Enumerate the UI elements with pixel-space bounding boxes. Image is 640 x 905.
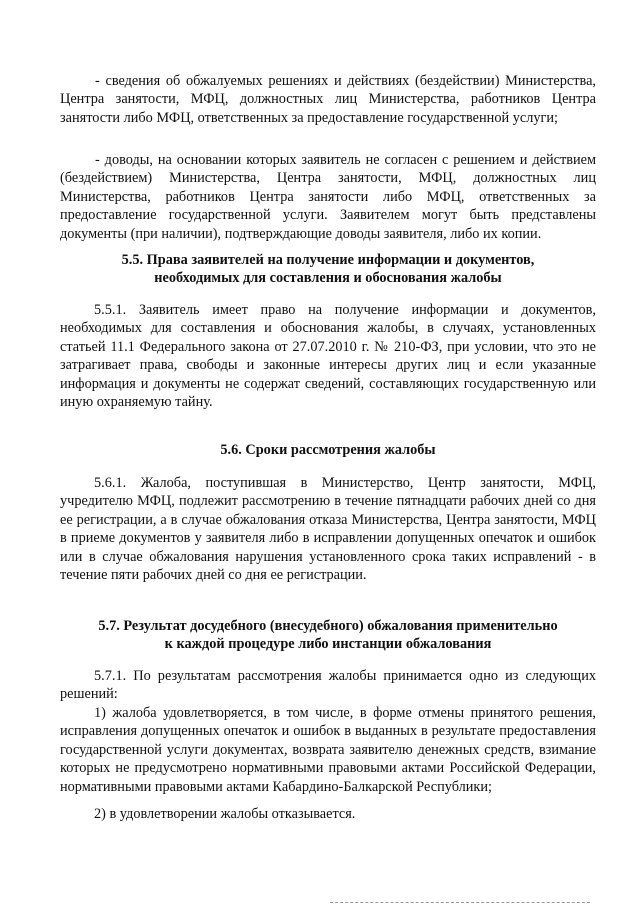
- paragraph-5-5-1: 5.5.1. Заявитель имеет право на получение информации и документов, необходимых для составления и обоснования жалобы, в случаях, установленных статьей 11.1 Федерального закона от 27.07.2010 г. № 210-ФЗ, при условии, что это не затрагивает права, свободы и законные интересы других лиц и если указанные информация и документы не содержат сведений, составляющих государственную или иную охраняемую тайну.: [60, 302, 596, 411]
- paragraph-5-6-1: 5.6.1. Жалоба, поступившая в Министерство, Центр занятости, МФЦ, учредителю МФЦ, подлежит рассмотрению в течение пятнадцати рабочих дней со дня ее регистрации, а в случае обжалования отказа Министерства, Центра занятости, МФЦ в приеме документов у заявителя либо в исправлении допущенных опечаток и ошибок или в случае обжалования нарушения установленного срока таких исправлений - в течение пяти рабочих дней со дня ее регистрации.: [60, 475, 596, 584]
- paragraph-5-7-1: 5.7.1. По результатам рассмотрения жалобы принимается одно из следующих решений:: [60, 668, 596, 703]
- paragraph-grievance-subject: - сведения об обжалуемых решениях и действиях (бездействии) Министерства, Центра занятости, МФЦ, должностных лиц Министерства, работников Центра занятости либо МФЦ, ответственных за предоставление государственной услуги;: [60, 73, 596, 126]
- section-5-7-heading-line1: 5.7. Результат досудебного (внесудебного) обжалования применительно: [98, 618, 558, 634]
- section-5-6-heading: 5.6. Сроки рассмотрения жалобы: [220, 442, 436, 458]
- section-5-5-heading-line1: 5.5. Права заявителей на получение информации и документов,: [121, 252, 535, 268]
- list-item-1: 1) жалоба удовлетворяется, в том числе, в форме отмены принятого решения, исправления допущенных опечаток и ошибок в выданных в результате предоставления государственной услуги документах, возврата заявителю денежных средств, взимание которых не предусмотрено нормативными правовыми актами Российской Федерации, нормативными правовыми актами Кабардино-Балкарской Республики;: [60, 705, 596, 795]
- scan-edge-divider: [330, 902, 590, 903]
- section-5-7-heading-line2: к каждой процедуре либо инстанции обжалования: [164, 636, 492, 652]
- list-item-2: 2) в удовлетворении жалобы отказывается.: [94, 806, 356, 822]
- paragraph-grievance-arguments: - доводы, на основании которых заявитель не согласен с решением и действием (бездействием) Министерства, Центра занятости, МФЦ, должностных лиц Министерства, работников Центра занятости либо МФЦ, ответственных за предоставление государственной услуги. Заявителем могут быть представлены документы (при наличии), подтверждающие доводы заявителя, либо их копии.: [60, 152, 596, 242]
- section-5-5-heading-line2: необходимых для составления и обоснования жалобы: [154, 270, 502, 286]
